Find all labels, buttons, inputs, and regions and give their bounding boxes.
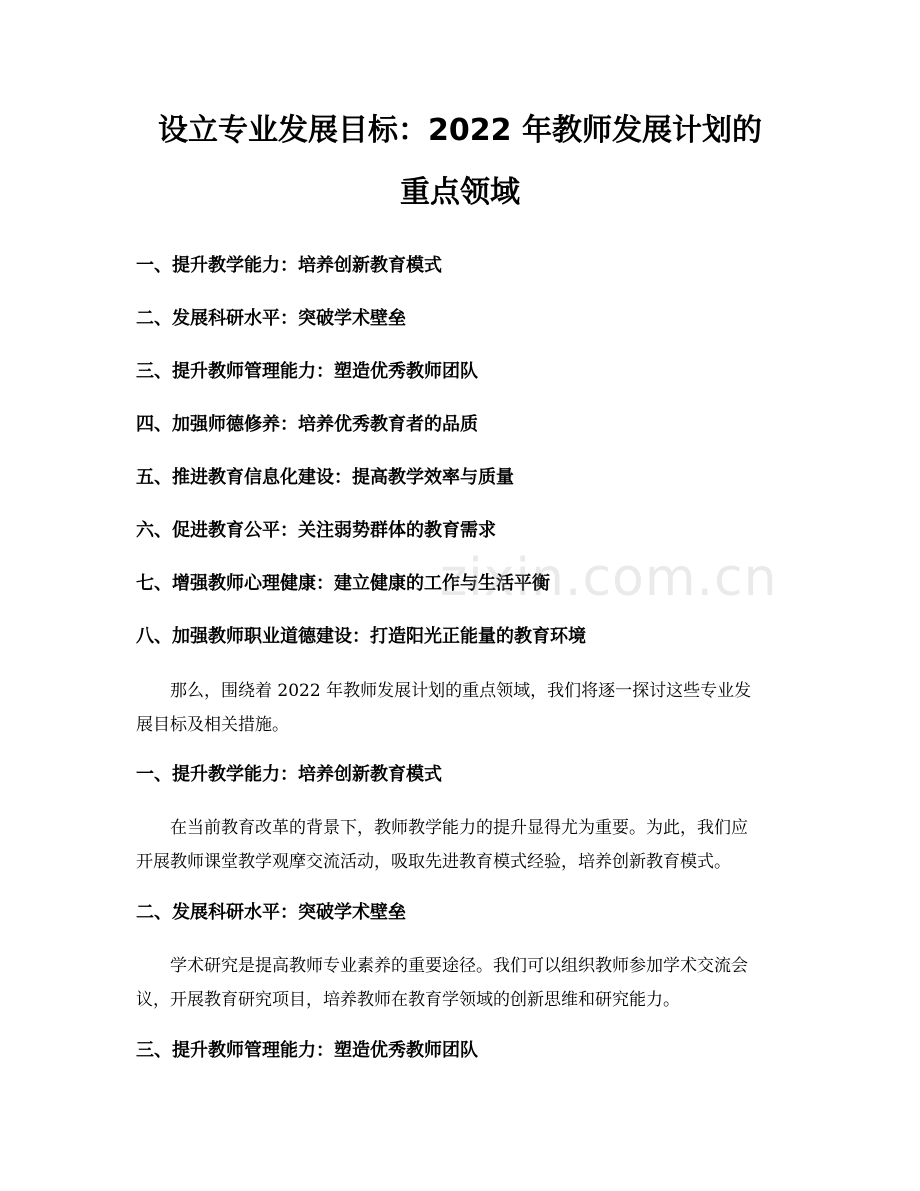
- outline-item-5: 五、推进教育信息化建设：提高教学效率与质量: [136, 467, 514, 488]
- outline-item-1: 一、提升教学能力：培养创新教育模式: [136, 255, 442, 276]
- outline-item-2: 二、发展科研水平：突破学术壁垒: [136, 308, 406, 329]
- watermark: zixin.com.cn: [440, 548, 778, 608]
- intro-line-2: 展目标及相关措施。: [136, 715, 289, 735]
- document-title-line-1: 设立专业发展目标：2022 年教师发展计划的: [158, 113, 762, 148]
- section-1-line-1: 在当前教育改革的背景下，教师教学能力的提升显得尤为重要。为此，我们应: [170, 818, 748, 838]
- outline-item-7: 七、增强教师心理健康：建立健康的工作与生活平衡: [136, 573, 550, 594]
- outline-item-8: 八、加强教师职业道德建设：打造阳光正能量的教育环境: [136, 626, 586, 647]
- section-paragraph-2: [136, 949, 786, 1017]
- section-heading-1: 一、提升教学能力：培养创新教育模式: [136, 764, 442, 785]
- section-heading-2: 二、发展科研水平：突破学术壁垒: [136, 902, 406, 923]
- outline-item-3: 三、提升教师管理能力：塑造优秀教师团队: [136, 361, 478, 382]
- section-2-line-2: 议，开展教育研究项目，培养教师在教育学领域的创新思维和研究能力。: [136, 990, 680, 1010]
- section-heading-3: 三、提升教师管理能力：塑造优秀教师团队: [136, 1040, 478, 1061]
- intro-paragraph: [136, 674, 786, 742]
- section-2-line-1: 学术研究是提高教师专业素养的重要途径。我们可以组织教师参加学术交流会: [170, 956, 748, 976]
- section-paragraph-1: [136, 811, 786, 879]
- outline-item-4: 四、加强师德修养：培养优秀教育者的品质: [136, 414, 478, 435]
- document-title-line-2: 重点领域: [400, 175, 520, 210]
- outline-item-6: 六、促进教育公平：关注弱势群体的教育需求: [136, 520, 496, 541]
- intro-line-1: 那么，围绕着 2022 年教师发展计划的重点领域，我们将逐一探讨这些专业发: [170, 681, 752, 701]
- section-1-line-2: 开展教师课堂教学观摩交流活动，吸取先进教育模式经验，培养创新教育模式。: [136, 852, 731, 872]
